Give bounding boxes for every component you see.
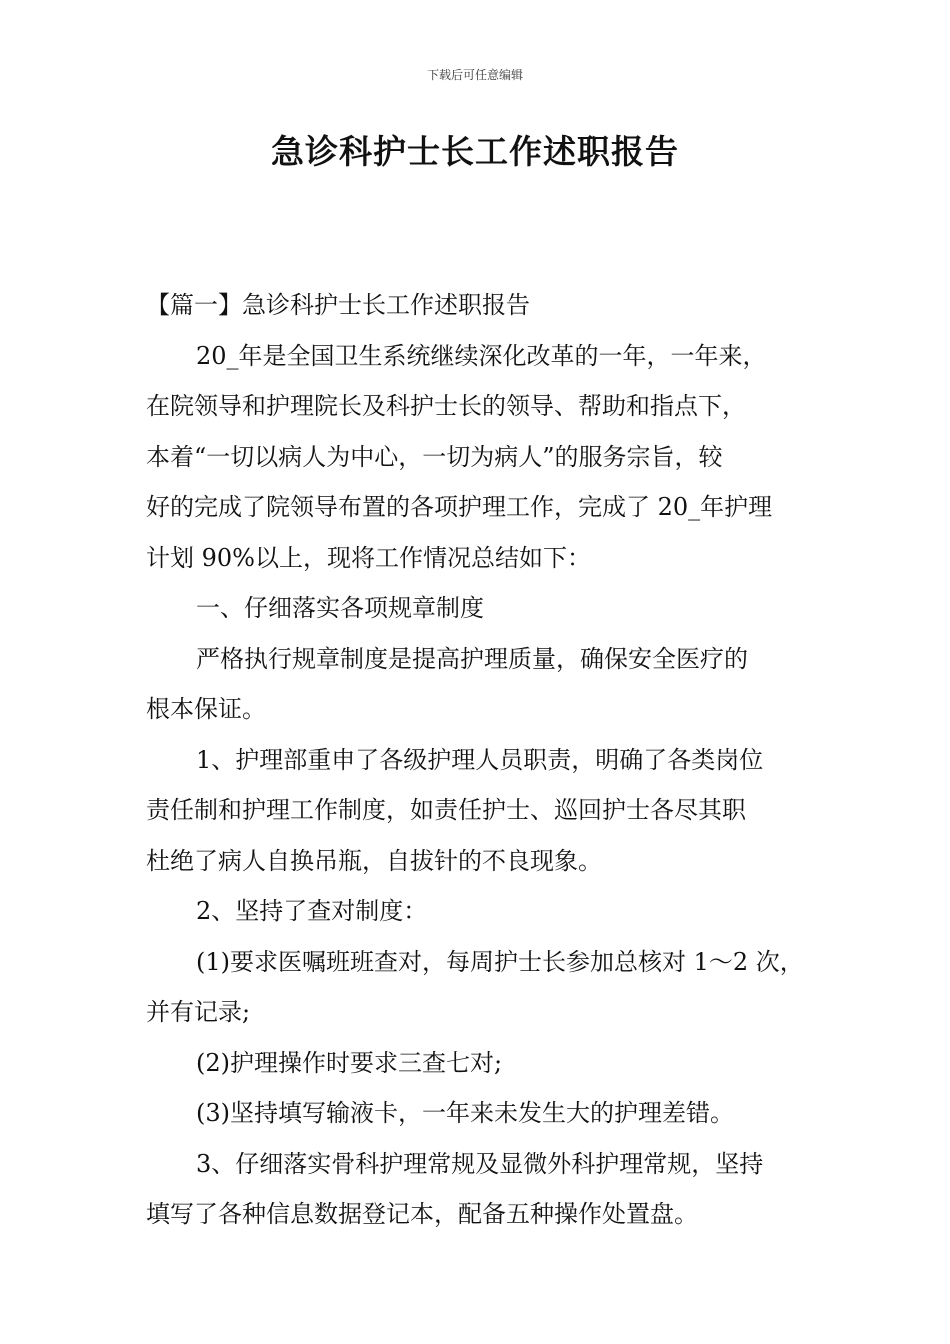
body-line: 1、护理部重申了各级护理人员职责，明确了各类岗位	[196, 745, 764, 774]
body-line: 一、仔细落实各项规章制度	[196, 594, 484, 622]
body-line: (3)坚持填写输液卡，一年来未发生大的护理差错。	[196, 1099, 734, 1127]
document-body	[146, 280, 826, 1240]
body-line: 好的完成了院领导布置的各项护理工作，完成了 20_年护理	[146, 493, 773, 521]
body-line: 3、仔细落实骨科护理常规及显微外科护理常规，坚持	[196, 1149, 764, 1178]
body-line: 填写了各种信息数据登记本，配备五种操作处置盘。	[146, 1200, 698, 1228]
document-title: 急诊科护士长工作述职报告	[271, 132, 679, 171]
body-line: (1)要求医嘱班班查对，每周护士长参加总核对 1～2 次，	[196, 947, 804, 976]
body-line: 本着“一切以病人为中心，一切为病人”的服务宗旨，较	[146, 442, 723, 471]
body-line: 责任制和护理工作制度，如责任护士、巡回护士各尽其职	[146, 796, 746, 824]
body-line: 严格执行规章制度是提高护理质量，确保安全医疗的	[196, 644, 748, 673]
header-note: 下载后可任意编辑	[426, 68, 523, 82]
body-line: 在院领导和护理院长及科护士长的领导、帮助和指点下，	[146, 392, 746, 420]
body-line: 2、坚持了查对制度：	[196, 897, 428, 925]
body-line: 20_年是全国卫生系统继续深化改革的一年，一年来，	[196, 341, 767, 370]
body-line: 计划 90%以上，现将工作情况总结如下：	[146, 543, 591, 572]
body-line: 根本保证。	[146, 695, 266, 723]
body-line: 【篇一】急诊科护士长工作述职报告	[146, 291, 530, 319]
body-line: (2)护理操作时要求三查七对;	[196, 1048, 503, 1077]
body-line: 并有记录;	[146, 998, 251, 1026]
body-line: 杜绝了病人自换吊瓶，自拔针的不良现象。	[146, 846, 602, 875]
